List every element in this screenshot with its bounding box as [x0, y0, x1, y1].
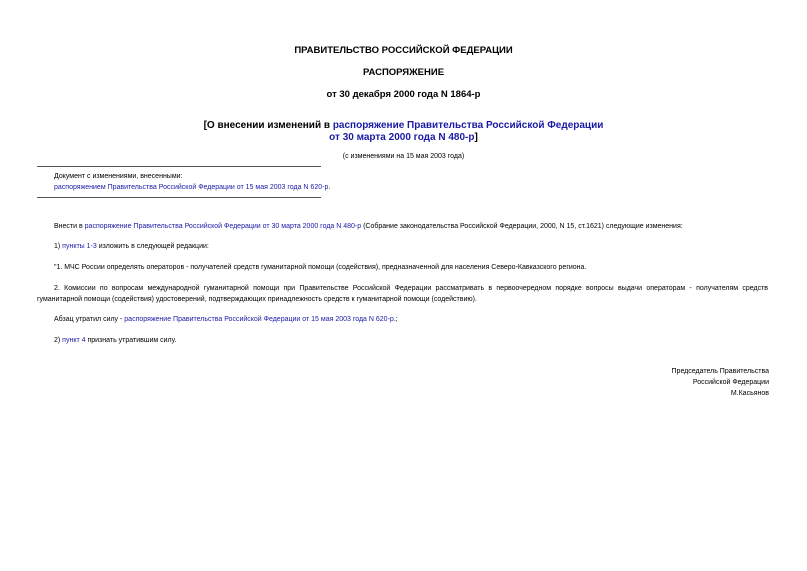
item2-link[interactable]: пункт 4 — [62, 337, 86, 344]
title-link-line2[interactable]: от 30 марта 2000 года N 480-р — [329, 132, 475, 143]
amended-date-note: (с изменениями на 15 мая 2003 года) — [342, 153, 465, 160]
item2-text: признать утратившим силу. — [85, 337, 177, 344]
amendments-source-end: . — [328, 184, 331, 191]
signature-block — [509, 366, 769, 399]
title-link-line1[interactable]: распоряжение Правительства Российской Федерации — [332, 120, 604, 131]
item2-number: 2) — [54, 337, 63, 344]
paragraph-quote1: "1. МЧС России определять операторов - получателей средств гуманитарной помощи (содействия), предназначенной для населения Северо-Кавказского региона. — [54, 264, 587, 271]
document-type-heading: РАСПОРЯЖЕНИЕ — [362, 67, 445, 78]
paragraph-intro-text: Внести в — [54, 223, 85, 230]
paragraph-intro-rest: (Собрание законодательства Российской Федерации, 2000, N 15, ст.1621) следующие изменения: — [361, 223, 683, 230]
document-title-line1 — [0, 120, 807, 132]
paragraph-quote2: 2. Комиссии по вопросам международной гуманитарной помощи при Правительстве Российской Федерации рассматривать в первоочередном порядке вопросы выдачи операторам - получателям средств гуманитарной помощи (содействия) удостоверений, подтверждающих принадлежность средств к гуманитарной помощи (содействию). — [37, 285, 768, 303]
amendments-bottom-divider — [37, 197, 321, 198]
signature-position-line2: Российской Федерации — [692, 379, 769, 386]
amendments-source-link[interactable]: распоряжением Правительства Российской Федерации от 15 мая 2003 года N 620-р — [54, 184, 329, 191]
document-date-heading: от 30 декабря 2000 года N 1864-р — [326, 89, 481, 100]
repealed-link[interactable]: распоряжение Правительства Российской Федерации от 15 мая 2003 года N 620-р — [124, 316, 394, 323]
paragraph-intro — [37, 221, 768, 232]
repealed-end: .; — [393, 316, 398, 323]
paragraph-item2 — [37, 335, 768, 346]
item1-link[interactable]: пункты 1-3 — [62, 243, 97, 250]
title-prefix: [О внесении изменений в — [203, 120, 333, 131]
amendments-source — [54, 182, 330, 193]
amendments-top-divider — [37, 166, 321, 167]
paragraph-intro-link[interactable]: распоряжение Правительства Российской Федерации от 30 марта 2000 года N 480-р — [84, 223, 362, 230]
title-suffix: ] — [474, 132, 478, 143]
amendments-intro: Документ с изменениями, внесенными: — [54, 173, 183, 180]
paragraph-repealed — [37, 314, 768, 325]
repealed-text: Абзац утратил силу - — [54, 316, 125, 323]
government-heading: ПРАВИТЕЛЬСТВО РОССИЙСКОЙ ФЕДЕРАЦИИ — [294, 45, 513, 56]
item1-number: 1) — [54, 243, 63, 250]
item1-text: изложить в следующей редакции: — [96, 243, 209, 250]
document-title-line2 — [0, 132, 807, 144]
signature-name: М.Касьянов — [730, 390, 769, 397]
signature-position-line1: Председатель Правительства — [671, 368, 769, 375]
paragraph-item1 — [37, 241, 768, 252]
